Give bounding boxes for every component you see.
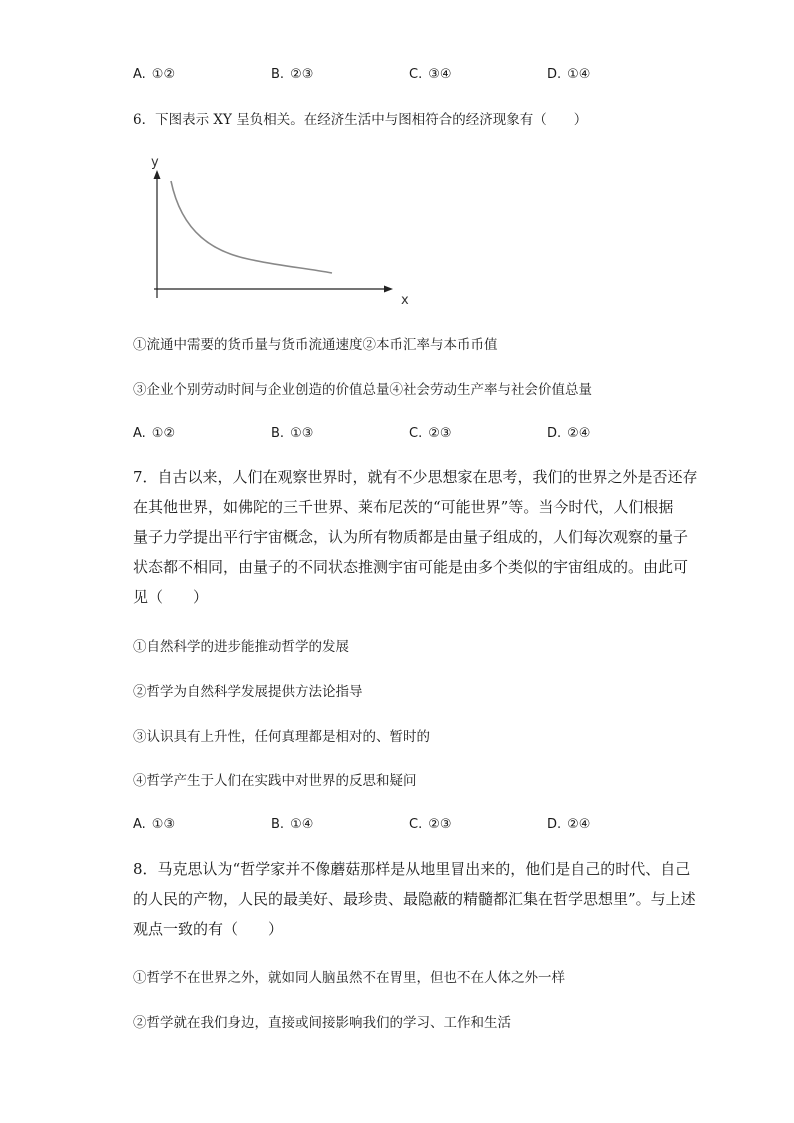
q7-item-4: ④哲学产生于人们在实践中对世界的反思和疑问 [133, 773, 417, 789]
q8-stem-line-3: 观点一致的有（ ） [133, 920, 284, 938]
q5-option-d[interactable]: D. ①④ [547, 67, 591, 82]
q8-stem-line-1: 8．马克思认为“哲学家并不像蘑菇那样是从地里冒出来的，他们是自己的时代、自己 [133, 860, 691, 878]
q6-option-a[interactable]: A. ①② [133, 426, 176, 441]
q7-item-2: ②哲学为自然科学发展提供方法论指导 [133, 684, 363, 700]
q6-item-3-4: ③企业个别劳动时间与企业创造的价值总量④社会劳动生产率与社会价值总量 [133, 382, 592, 398]
q7-option-a[interactable]: A. ①③ [133, 817, 176, 832]
q7-stem-line-3: 量子力学提出平行宇宙概念，认为所有物质都是由量子组成的，人们每次观察的量子 [133, 528, 689, 546]
q6-option-c[interactable]: C. ②③ [409, 426, 452, 441]
y-axis-arrow [154, 170, 161, 179]
q7-item-3: ③认识具有上升性，任何真理都是相对的、暂时的 [133, 729, 430, 745]
q7-options [133, 817, 653, 835]
q8-item-2: ②哲学就在我们身边，直接或间接影响我们的学习、工作和生活 [133, 1015, 511, 1031]
q7-stem-line-1: 7．自古以来，人们在观察世界时，就有不少思想家在思考，我们的世界之外是否还存 [133, 468, 698, 486]
q6-option-d[interactable]: D. ②④ [547, 426, 591, 441]
q7-stem-line-2: 在其他世界，如佛陀的三千世界、莱布尼茨的“可能世界”等。当今时代，人们根据 [133, 498, 674, 516]
q8-item-1: ①哲学不在世界之外，就如同人脑虽然不在胃里，但也不在人体之外一样 [133, 970, 565, 986]
q7-stem-line-4: 状态都不相同，由量子的不同状态推测宇宙可能是由多个类似的宇宙组成的。由此可 [133, 558, 689, 576]
q7-option-b[interactable]: B. ①④ [271, 817, 314, 832]
q7-option-d[interactable]: D. ②④ [547, 817, 591, 832]
y-axis-label: y [151, 155, 159, 170]
q5-options [133, 67, 653, 85]
q6-stem: 6．下图表示 XY 呈负相关。在经济生活中与图相符合的经济现象有（ ） [133, 112, 588, 128]
x-axis-arrow [384, 286, 393, 293]
q8-stem-line-2: 的人民的产物，人民的最美好、最珍贵、最隐蔽的精髓都汇集在哲学思想里”。与上述 [133, 890, 696, 908]
x-axis-label: x [401, 293, 409, 307]
q5-option-a[interactable]: A. ①② [133, 67, 176, 82]
q6-options [133, 426, 653, 444]
q6-option-b[interactable]: B. ①③ [271, 426, 314, 441]
q7-stem-line-5: 见（ ） [133, 588, 209, 606]
q6-item-1-2: ①流通中需要的货币量与货币流通速度②本币汇率与本币币值 [133, 337, 498, 353]
negative-correlation-curve [171, 181, 332, 273]
q6-graph [140, 152, 420, 307]
q5-option-c[interactable]: C. ③④ [409, 67, 452, 82]
q5-option-b[interactable]: B. ②③ [271, 67, 314, 82]
q7-option-c[interactable]: C. ②③ [409, 817, 452, 832]
q7-item-1: ①自然科学的进步能推动哲学的发展 [133, 639, 349, 655]
